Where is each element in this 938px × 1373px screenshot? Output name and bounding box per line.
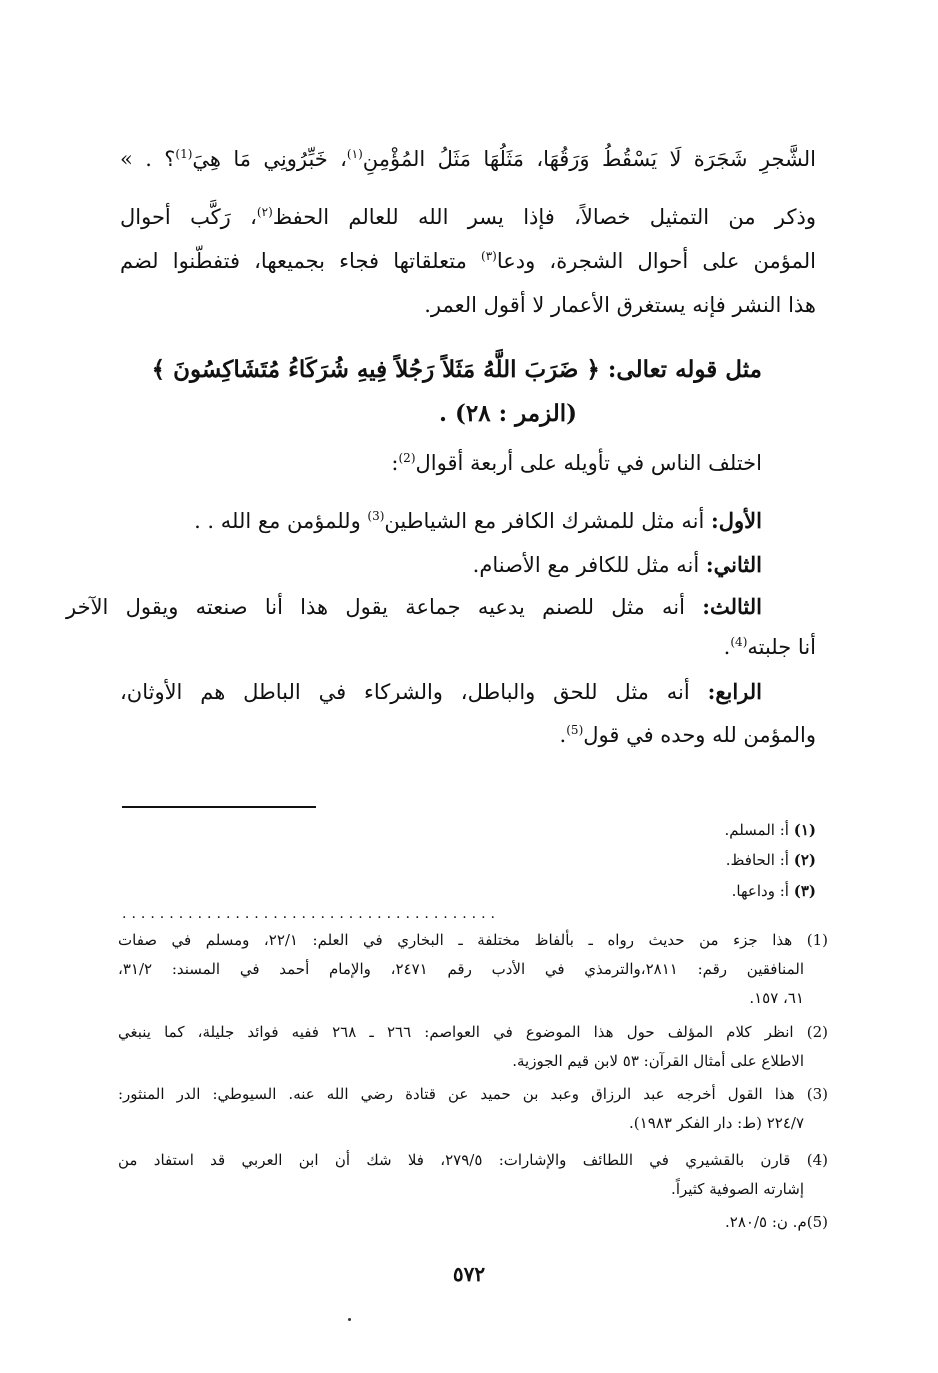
- opinion-4-cont: والمؤمن لله وحده في قول$^{(5)}$.: [559, 723, 816, 747]
- scan-speck: [348, 1318, 351, 1321]
- opinion-3: الثالث: أنه مثل للصنم يدعيه جماعة يقول هذا أنا صنعته ويقول الآخر: [66, 594, 762, 619]
- body-line-4: هذا النشر فإنه يستغرق الأعمار لا أقول العمر.: [424, 293, 816, 317]
- opinion-3-cont: أنا جلبته$^{(4)}$.: [723, 635, 816, 659]
- dotted-separator: ........................................: [122, 906, 501, 922]
- page-number: ٥٧٢: [452, 1262, 486, 1286]
- body-line-3: المؤمن على أحوال الشجرة، ودعا$^{(٣)}$ متعلقاتها فجاء بجميعها، فتفطّنوا لضم: [120, 249, 816, 273]
- variant-note-2: (٢) أ: الحافظ.: [725, 851, 816, 869]
- footnote-3: (3) هذا القول أخرجه عبد الرزاق وعبد بن حميد عن قتادة رضي الله عنه. السيوطي: الدر المنثور: ٢٢٤/٧ (ط: دار الفكر ١٩٨٣).: [118, 1085, 828, 1132]
- footnote-2: (2) انظر كلام المؤلف حول هذا الموضوع في العواصم: ٢٦٦ ـ ٢٦٨ ففيه فوائد جليلة، كما ينبغي الاطلاع على أمثال القرآن: ٥٣ لابن قيم الجوزية.: [118, 1023, 828, 1070]
- body-line-1: الشَّجرِ شَجَرَة لَا يَسْقُطُ وَرَقُهَا، مَثَلُهَا مَثَلُ المُؤْمِنِ$^{(١)}$، خَبِّرُونِي مَا هِيَ$^{(1)}$؟ . »: [120, 147, 816, 171]
- section-heading: مثل قوله تعالى: ﴿ ضَرَبَ اللَّهُ مَثَلاً رَجُلاً فِيهِ شُرَكَاءُ مُتَشَاكِسُونَ ﴾: [151, 356, 762, 383]
- footnote-separator: [122, 806, 316, 808]
- variant-note-1: (١) أ: المسلم.: [724, 821, 816, 839]
- body-line-2: وذكر من التمثيل خصالاً، فإذا يسر الله للعالم الحفظ$^{(٢)}$، رَكَّب أحوال: [120, 205, 816, 229]
- footnote-5: (5)م. ن: ٢٨٠/٥.: [725, 1213, 828, 1231]
- intro-line: اختلف الناس في تأويله على أربعة أقوال$^{(2)}$:: [391, 451, 762, 475]
- opinion-4: الرابع: أنه مثل للحق والباطل، والشركاء في الباطل هم الأوثان،: [120, 679, 762, 704]
- footnote-4: (4) قارن بالقشيري في اللطائف والإشارات: ٢٧٩/٥، فلا شك أن ابن العربي قد استفاد من إشارته الصوفية كثيراً.: [118, 1151, 828, 1198]
- footnote-1: (1) هذا جزء من حديث رواه ـ بألفاظ مختلفة ـ البخاري في العلم: ٢٢/١، ومسلم في صفات المنافقين رقم: ٢٨١١،والترمذي في الأدب رقم ٢٤٧١، والإمام أحمد في المسند: ٣١/٢، ٦١، ١٥٧.: [118, 931, 828, 1007]
- variant-note-3: (٣) أ: وداعها.: [731, 882, 816, 900]
- opinion-2: الثاني: أنه مثل للكافر مع الأصنام.: [472, 552, 762, 577]
- opinion-1: الأول: أنه مثل للمشرك الكافر مع الشياطين$^{(3)}$ وللمؤمن مع الله . .: [194, 508, 762, 533]
- verse-reference: (الزمر : ٢٨) .: [438, 400, 578, 427]
